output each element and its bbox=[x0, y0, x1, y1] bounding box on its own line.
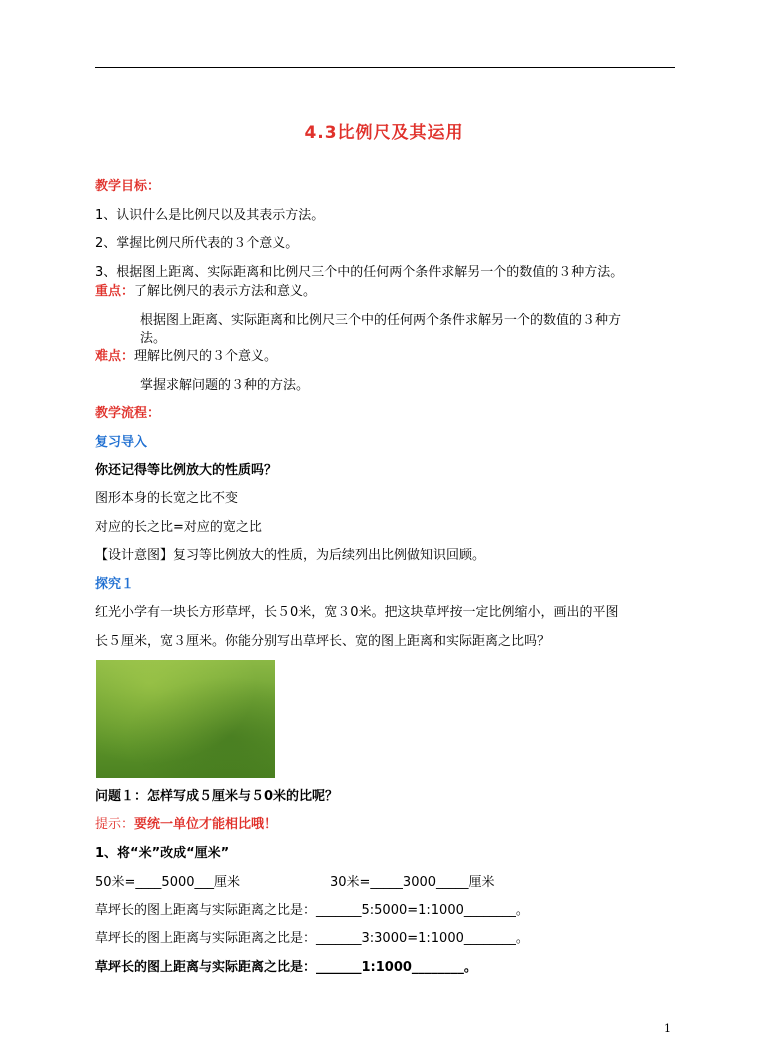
conversion-width: 30米=_____3000_____厘米 bbox=[330, 875, 495, 890]
goal-item-3: 3、根据图上距离、实际距离和比例尺三个中的任何两个条件求解另一个的数值的３种方法。 bbox=[95, 265, 624, 280]
key-points-label: 重点： bbox=[95, 284, 135, 299]
review-point-1: 图形本身的长宽之比不变 bbox=[95, 491, 239, 506]
review-point-2: 对应的长之比=对应的宽之比 bbox=[95, 520, 262, 535]
explore-text-1: 红光小学有一块长方形草坪，长５0米，宽３0米。把这块草坪按一定比例缩小，画出的平图 bbox=[95, 605, 619, 620]
hint-line bbox=[95, 816, 277, 834]
hint-label: 提示： bbox=[95, 817, 135, 832]
explore-heading: 探究１ bbox=[95, 577, 135, 592]
header-rule bbox=[95, 67, 675, 68]
key-points-line-3: 法。 bbox=[140, 331, 167, 346]
design-intent: 【设计意图】复习等比例放大的性质，为后续列出比例做知识回顾。 bbox=[95, 548, 486, 563]
difficult-points-line bbox=[95, 348, 277, 366]
step-1: 1、将“米”改成“厘米” bbox=[95, 846, 230, 861]
ratio-final: 草坪长的图上距离与实际距离之比是：_______1:1000________。 bbox=[95, 960, 477, 975]
difficult-points-text: 理解比例尺的３个意义。 bbox=[134, 349, 278, 364]
difficult-points-label: 难点： bbox=[95, 349, 135, 364]
question-1: 问题１：怎样写成５厘米与５0米的比呢？ bbox=[95, 789, 339, 804]
lawn-image bbox=[96, 660, 275, 778]
review-question: 你还记得等比例放大的性质吗？ bbox=[95, 463, 278, 478]
hint-text: 要统一单位才能相比哦！ bbox=[134, 817, 278, 832]
page-number: 1 bbox=[664, 1022, 671, 1035]
key-points-line bbox=[95, 283, 316, 301]
document-title: 4.3比例尺及其运用 bbox=[304, 123, 464, 143]
explore-text-2: 长５厘米，宽３厘米。你能分别写出草坪长、宽的图上距离和实际距离之比吗？ bbox=[95, 634, 551, 649]
ratio-width: 草坪长的图上距离与实际距离之比是：_______3:3000=1:1000________。 bbox=[95, 931, 529, 946]
process-heading: 教学流程： bbox=[95, 406, 161, 421]
goal-item-2: 2、掌握比例尺所代表的３个意义。 bbox=[95, 236, 299, 251]
goals-heading: 教学目标： bbox=[95, 179, 161, 194]
goal-item-1: 1、认识什么是比例尺以及其表示方法。 bbox=[95, 208, 325, 223]
difficult-points-line-2: 掌握求解问题的３种的方法。 bbox=[140, 378, 310, 393]
ratio-length: 草坪长的图上距离与实际距离之比是：_______5:5000=1:1000________。 bbox=[95, 903, 529, 918]
key-points-text: 了解比例尺的表示方法和意义。 bbox=[134, 284, 317, 299]
review-heading: 复习导入 bbox=[95, 435, 148, 450]
conversion-length: 50米=____5000___厘米 bbox=[95, 875, 241, 890]
key-points-line-2: 根据图上距离、实际距离和比例尺三个中的任何两个条件求解另一个的数值的３种方 bbox=[140, 313, 622, 328]
